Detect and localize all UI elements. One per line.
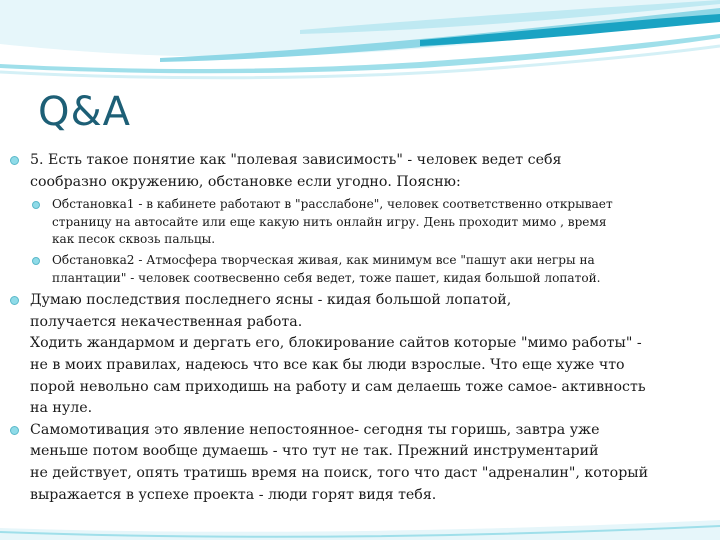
bullet-item — [10, 420, 710, 506]
bullet-dot-icon — [32, 201, 40, 209]
bullet-dot-icon — [32, 257, 40, 265]
bullet-text: 5. Есть такое понятие как "полевая зависимость" - человек ведет себя сообразно окружению, обстановке если угодно. Поясню: — [30, 152, 562, 190]
sub-bullet-text: Обстановка1 - в кабинете работают в "расслабоне", человек соответственно открывает страницу на автосайте или еще какую нить онлайн игру. День проходит мимо , время как песок сквозь пальцы. — [52, 197, 613, 247]
bullet-item — [10, 150, 710, 193]
bullet-text: Думаю последствия последнего ясны - кидая большой лопатой, получается некачественная работа. Ходить жандармом и дергать его, блокирование сайтов которые "мимо работы" - не в моих правилах, надеюсь что все как бы люди взрослые. Что еще хуже что порой невольно сам приходишь на работу и сам делаешь тоже самое- активность на нуле. — [30, 292, 646, 417]
sub-bullet-item — [32, 196, 710, 249]
bullet-dot-icon — [10, 426, 19, 435]
slide-title: Q&A — [38, 89, 132, 135]
bullet-dot-icon — [10, 156, 19, 165]
bullet-dot-icon — [10, 296, 19, 305]
bullet-text: Самомотивация это явление непостоянное- сегодня ты горишь, завтра уже меньше потом вообще думаешь - что тут не так. Прежний инструментарий не действует, опять тратишь время на поиск, того что даст "адреналин", который выражается в успехе проекта - люди горят видя тебя. — [30, 421, 649, 503]
slide-content — [10, 150, 710, 506]
sub-list — [32, 196, 710, 287]
sub-bullet-text: Обстановка2 - Атмосфера творческая живая, как минимум все "пашут аки негры на плантации" - человек соотвесвенно себя ведет, тоже пашет, кидая большой лопатой. — [52, 252, 601, 285]
bullet-item — [10, 290, 710, 420]
sub-bullet-item — [32, 252, 710, 287]
